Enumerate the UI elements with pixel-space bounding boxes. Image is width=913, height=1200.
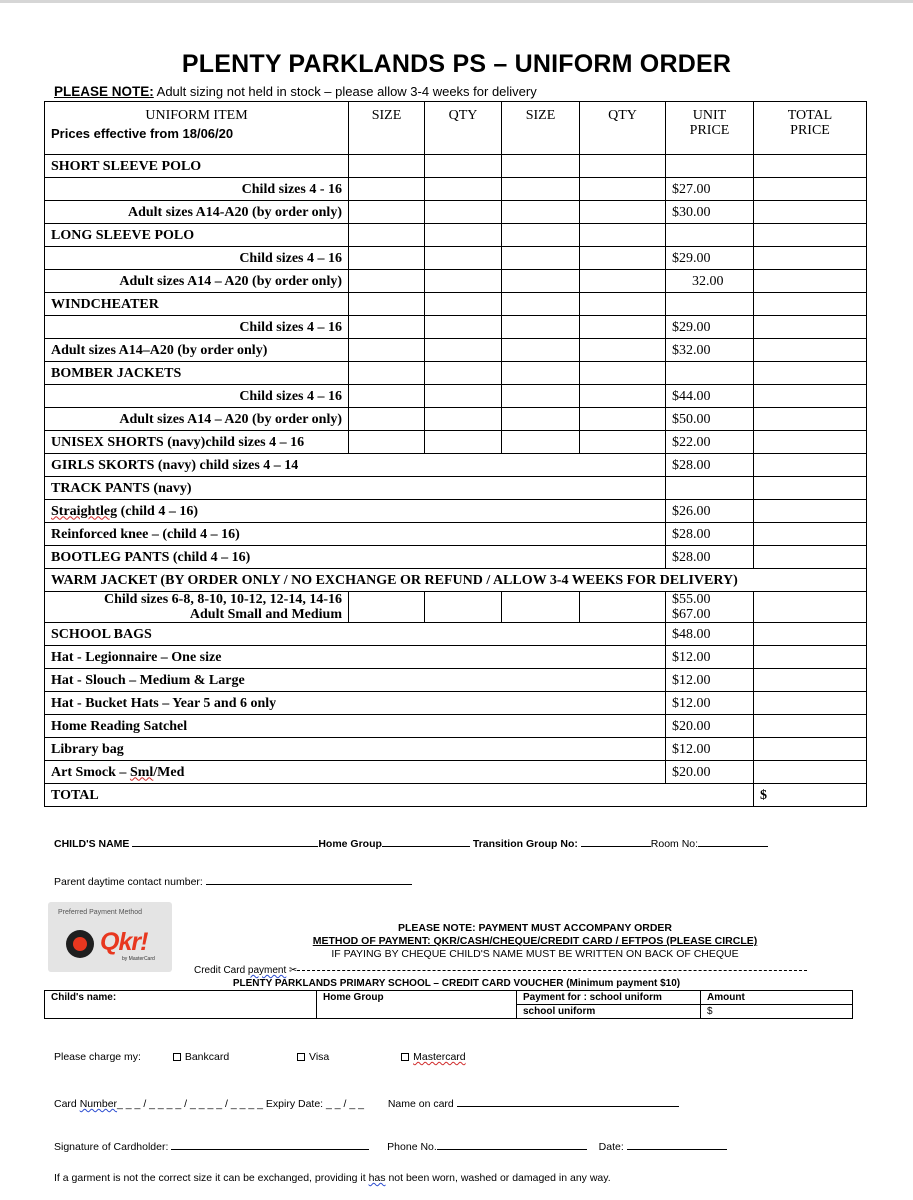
size-cell[interactable] — [349, 385, 425, 408]
size-cell[interactable] — [502, 178, 580, 201]
table-row — [45, 761, 867, 784]
unit-price: $12.00 — [666, 738, 754, 761]
qkr-logo: Qkr! — [100, 928, 148, 956]
table-row — [45, 500, 867, 523]
qty-cell[interactable] — [425, 178, 502, 201]
total-price-cell[interactable] — [754, 247, 867, 270]
total-price-cell[interactable] — [754, 715, 867, 738]
total-price-cell[interactable] — [754, 224, 867, 247]
row-label: SHORT SLEEVE POLO — [45, 155, 349, 178]
total-price-cell[interactable] — [754, 646, 867, 669]
header-size-1: SIZE — [349, 102, 425, 155]
total-amount-cell[interactable]: $ — [754, 784, 867, 807]
room-no-field[interactable] — [698, 837, 768, 847]
row-label: GIRLS SKORTS (navy) child sizes 4 – 14 — [45, 454, 666, 477]
row-label: Library bag — [45, 738, 666, 761]
qty-cell[interactable] — [580, 592, 666, 623]
unit-price: $29.00 — [666, 316, 754, 339]
date-field[interactable] — [627, 1140, 727, 1150]
row-label: BOOTLEG PANTS (child 4 – 16) — [45, 546, 666, 569]
row-label: Reinforced knee – (child 4 – 16) — [45, 523, 666, 546]
row-label: Child sizes 4 - 16 — [45, 178, 349, 201]
row-label: Adult sizes A14 – A20 (by order only) — [45, 270, 349, 293]
table-row — [45, 569, 867, 592]
row-label: Adult sizes A14-A20 (by order only) — [45, 201, 349, 224]
exchange-policy: If a garment is not the correct size it can be exchanged, providing it has not been worn, washed or damaged in any way. — [54, 1172, 611, 1184]
room-no-label: Room No: — [650, 838, 699, 850]
header-uniform-item: UNIFORM ITEM Prices effective from 18/06/20 — [45, 102, 349, 155]
total-price-cell[interactable] — [754, 500, 867, 523]
qkr-payment-badge — [48, 902, 172, 972]
header-total-price: TOTAL PRICE — [754, 102, 867, 155]
total-price-cell[interactable] — [754, 362, 867, 385]
home-group-field[interactable] — [382, 837, 470, 847]
unit-price: $55.00 $67.00 — [666, 592, 754, 623]
credit-card-voucher-table — [44, 990, 853, 1019]
signature-label: Signature of Cardholder: — [54, 1141, 169, 1153]
size-cell[interactable] — [349, 362, 425, 385]
qty-cell[interactable] — [580, 431, 666, 454]
size-cell[interactable] — [349, 316, 425, 339]
unit-price: $32.00 — [666, 339, 754, 362]
unit-price: $27.00 — [666, 178, 754, 201]
total-price-cell[interactable] — [754, 316, 867, 339]
mastercard-label: Mastercard — [413, 1051, 466, 1063]
qty-cell[interactable] — [580, 224, 666, 247]
mastercard-checkbox[interactable] — [401, 1053, 409, 1061]
table-row — [45, 523, 867, 546]
charge-label: Please charge my: — [54, 1051, 141, 1063]
parent-contact-line — [54, 875, 412, 888]
size-cell[interactable] — [349, 592, 425, 623]
total-row — [45, 784, 867, 807]
row-label: Child sizes 4 – 16 — [45, 247, 349, 270]
table-row — [45, 224, 867, 247]
row-label-part: Straightleg — [51, 503, 118, 519]
unit-price: $12.00 — [666, 669, 754, 692]
cheque-note: IF PAYING BY CHEQUE CHILD'S NAME MUST BE WRITTEN ON BACK OF CHEQUE — [331, 948, 739, 960]
total-price-cell[interactable] — [754, 339, 867, 362]
size-cell[interactable] — [502, 385, 580, 408]
total-price-cell[interactable] — [754, 408, 867, 431]
voucher-row — [45, 991, 853, 1005]
home-group-label: Home Group — [318, 838, 382, 850]
bankcard-checkbox[interactable] — [173, 1053, 181, 1061]
qty-cell[interactable] — [425, 431, 502, 454]
unit-price: $30.00 — [666, 201, 754, 224]
row-label: WINDCHEATER — [45, 293, 349, 316]
total-price-cell[interactable] — [754, 155, 867, 178]
table-row — [45, 178, 867, 201]
child-name-field[interactable] — [132, 837, 318, 847]
preferred-payment-caption: Preferred Payment Method — [58, 909, 143, 916]
charge-options-line — [54, 1051, 466, 1063]
total-price-cell[interactable] — [754, 431, 867, 454]
table-row — [45, 316, 867, 339]
size-cell[interactable] — [349, 201, 425, 224]
total-price-cell[interactable] — [754, 293, 867, 316]
payment-note: PLEASE NOTE: PAYMENT MUST ACCOMPANY ORDER — [398, 922, 672, 934]
row-label: Adult sizes A14 – A20 (by order only) — [45, 408, 349, 431]
unit-price: $28.00 — [666, 546, 754, 569]
child-details-line — [54, 837, 768, 850]
unit-price: $12.00 — [666, 692, 754, 715]
row-label: Hat - Slouch – Medium & Large — [45, 669, 666, 692]
size-cell[interactable] — [502, 201, 580, 224]
size-cell[interactable] — [349, 224, 425, 247]
expiry-date-field[interactable]: Expiry Date: _ _ / _ _ — [265, 1098, 364, 1110]
size-cell[interactable] — [502, 339, 580, 362]
window-top-border — [0, 0, 913, 3]
table-row — [45, 431, 867, 454]
qty-cell[interactable] — [580, 385, 666, 408]
qty-cell[interactable] — [425, 339, 502, 362]
header-qty-2: QTY — [580, 102, 666, 155]
table-row — [45, 738, 867, 761]
qty-cell[interactable] — [580, 201, 666, 224]
qkr-cart-icon — [66, 930, 94, 958]
total-price-cell[interactable] — [754, 385, 867, 408]
table-header-row — [45, 102, 867, 155]
table-row — [45, 477, 867, 500]
header-qty-1: QTY — [425, 102, 502, 155]
total-price-cell[interactable] — [754, 592, 867, 623]
qty-cell[interactable] — [580, 155, 666, 178]
size-cell[interactable] — [349, 270, 425, 293]
table-row — [45, 201, 867, 224]
qty-cell[interactable] — [580, 247, 666, 270]
unit-price: $20.00 — [666, 715, 754, 738]
total-price-cell[interactable] — [754, 270, 867, 293]
table-row — [45, 293, 867, 316]
row-label: Home Reading Satchel — [45, 715, 666, 738]
unit-price: $22.00 — [666, 431, 754, 454]
signature-line — [54, 1140, 727, 1153]
phone-field[interactable] — [437, 1140, 587, 1150]
qty-cell[interactable] — [425, 155, 502, 178]
row-label-part: (child 4 – 16) — [117, 503, 198, 519]
warm-jacket-heading: WARM JACKET (BY ORDER ONLY / NO EXCHANGE OR REFUND / ALLOW 3-4 WEEKS FOR DELIVERY) — [45, 569, 867, 592]
table-row — [45, 385, 867, 408]
qty-cell[interactable] — [425, 293, 502, 316]
size-cell[interactable] — [502, 155, 580, 178]
qty-cell[interactable] — [425, 247, 502, 270]
unit-price: 32.00 — [666, 270, 754, 293]
row-label: Child sizes 4 – 16 — [45, 385, 349, 408]
size-cell[interactable] — [349, 178, 425, 201]
row-label: UNISEX SHORTS (navy)child sizes 4 – 16 — [45, 431, 349, 454]
qty-cell[interactable] — [425, 592, 502, 623]
total-label: TOTAL — [45, 784, 754, 807]
size-cell[interactable] — [349, 155, 425, 178]
table-row — [45, 362, 867, 385]
qty-cell[interactable] — [580, 362, 666, 385]
card-number-field[interactable]: _ _ _ / _ _ _ _ / _ _ _ _ / _ _ _ _ — [117, 1098, 266, 1110]
voucher-amount-label: Amount — [701, 991, 853, 1005]
size-cell[interactable] — [502, 316, 580, 339]
delivery-note — [54, 84, 537, 99]
qty-cell[interactable] — [425, 201, 502, 224]
table-row — [45, 247, 867, 270]
total-price-cell[interactable] — [754, 669, 867, 692]
unit-price: $29.00 — [666, 247, 754, 270]
date-label: Date: — [598, 1141, 624, 1153]
note-text: Adult sizing not held in stock – please allow 3-4 weeks for delivery — [153, 84, 537, 99]
row-label: Hat - Legionnaire – One size — [45, 646, 666, 669]
total-price-cell[interactable] — [754, 477, 867, 500]
voucher-child-name[interactable]: Child's name: — [45, 991, 317, 1019]
qty-cell[interactable] — [580, 178, 666, 201]
unit-price: $20.00 — [666, 761, 754, 784]
unit-price — [666, 224, 754, 247]
voucher-amount-field[interactable]: $ — [701, 1005, 853, 1019]
table-row — [45, 339, 867, 362]
row-label: Adult sizes A14–A20 (by order only) — [45, 339, 349, 362]
unit-price: $26.00 — [666, 500, 754, 523]
total-price-cell[interactable] — [754, 201, 867, 224]
size-cell[interactable] — [502, 247, 580, 270]
size-cell[interactable] — [349, 431, 425, 454]
total-price-cell[interactable] — [754, 623, 867, 646]
size-cell[interactable] — [349, 247, 425, 270]
phone-label: Phone No. — [387, 1141, 437, 1153]
size-cell[interactable] — [502, 224, 580, 247]
row-label: TRACK PANTS (navy) — [45, 477, 666, 500]
unit-price — [666, 477, 754, 500]
unit-price: $28.00 — [666, 454, 754, 477]
row-label: Child sizes 4 – 16 — [45, 316, 349, 339]
unit-price: $12.00 — [666, 646, 754, 669]
unit-price — [666, 155, 754, 178]
voucher-title: PLENTY PARKLANDS PRIMARY SCHOOL – CREDIT CARD VOUCHER (Minimum payment $10) — [232, 978, 681, 989]
uniform-order-table — [44, 101, 867, 807]
qty-cell[interactable] — [425, 224, 502, 247]
size-cell[interactable] — [349, 408, 425, 431]
mastercard-tagline: by MasterCard — [122, 956, 155, 962]
header-unit-price: UNIT PRICE — [666, 102, 754, 155]
card-details-line: Card Number_ _ _ / _ _ _ _ / _ _ _ _ / _ _ _ _ Expiry Date: _ _ / _ _ Name on card — [54, 1097, 679, 1110]
unit-price — [666, 362, 754, 385]
unit-price: $50.00 — [666, 408, 754, 431]
name-on-card-label: Name on card — [387, 1098, 454, 1110]
header-size-2: SIZE — [502, 102, 580, 155]
card-number-label: Number — [79, 1098, 118, 1110]
total-price-cell[interactable] — [754, 692, 867, 715]
scissors-icon: ✂ — [286, 965, 298, 976]
table-row — [45, 270, 867, 293]
size-cell[interactable] — [502, 408, 580, 431]
table-row — [45, 669, 867, 692]
size-cell[interactable] — [349, 339, 425, 362]
total-price-cell[interactable] — [754, 738, 867, 761]
parent-contact-label: Parent daytime contact number: — [54, 876, 203, 888]
size-cell[interactable] — [502, 592, 580, 623]
table-row — [45, 623, 867, 646]
prices-effective-date: Prices effective from 18/06/20 — [51, 126, 234, 141]
qty-cell[interactable] — [425, 362, 502, 385]
size-cell[interactable] — [502, 431, 580, 454]
qty-cell[interactable] — [580, 339, 666, 362]
unit-price: $28.00 — [666, 523, 754, 546]
row-label: SCHOOL BAGS — [45, 623, 666, 646]
cut-dashed-line — [297, 970, 807, 971]
page-title: PLENTY PARKLANDS PS – UNIFORM ORDER — [181, 50, 732, 78]
unit-price: $44.00 — [666, 385, 754, 408]
qty-cell[interactable] — [425, 316, 502, 339]
total-price-cell[interactable] — [754, 523, 867, 546]
bankcard-label: Bankcard — [184, 1051, 230, 1063]
total-price-cell[interactable] — [754, 761, 867, 784]
total-price-cell[interactable] — [754, 454, 867, 477]
row-label: Hat - Bucket Hats – Year 5 and 6 only — [45, 692, 666, 715]
signature-field[interactable] — [171, 1140, 369, 1150]
child-name-label: CHILD'S NAME — [54, 838, 130, 850]
qty-cell[interactable] — [580, 316, 666, 339]
size-cell[interactable] — [502, 362, 580, 385]
size-cell[interactable] — [502, 270, 580, 293]
qty-cell[interactable] — [580, 293, 666, 316]
total-price-cell[interactable] — [754, 178, 867, 201]
size-cell[interactable] — [349, 293, 425, 316]
qty-cell[interactable] — [580, 270, 666, 293]
transition-group-label: Transition Group No: — [472, 838, 578, 850]
name-on-card-field[interactable] — [457, 1097, 679, 1107]
table-row — [45, 592, 867, 623]
visa-checkbox[interactable] — [297, 1053, 305, 1061]
row-label: Child sizes 6-8, 8-10, 10-12, 12-14, 14-16 Adult Small and Medium — [45, 592, 349, 623]
table-row — [45, 408, 867, 431]
table-row — [45, 155, 867, 178]
payment-methods: METHOD OF PAYMENT: QKR/CASH/CHEQUE/CREDIT CARD / EFTPOS (PLEASE CIRCLE) — [312, 935, 758, 947]
voucher-school-uniform: school uniform — [517, 1005, 701, 1019]
qty-cell[interactable] — [425, 408, 502, 431]
voucher-payment-for: Payment for : school uniform — [517, 991, 701, 1005]
qty-cell[interactable] — [425, 385, 502, 408]
table-row — [45, 715, 867, 738]
qty-cell[interactable] — [425, 270, 502, 293]
parent-contact-field[interactable] — [206, 875, 412, 885]
row-label: Art Smock – Sml/Med — [45, 761, 666, 784]
table-row — [45, 692, 867, 715]
note-label: PLEASE NOTE: — [54, 84, 154, 99]
table-row — [45, 546, 867, 569]
payment-instructions — [180, 922, 890, 961]
qty-cell[interactable] — [580, 408, 666, 431]
transition-group-field[interactable] — [581, 837, 651, 847]
total-price-cell[interactable] — [754, 546, 867, 569]
voucher-home-group[interactable]: Home Group — [317, 991, 517, 1019]
unit-price — [666, 293, 754, 316]
table-row — [45, 454, 867, 477]
visa-label: Visa — [309, 1051, 330, 1063]
row-label: BOMBER JACKETS — [45, 362, 349, 385]
size-cell[interactable] — [502, 293, 580, 316]
credit-card-cut-line: Credit Card payment ✂ — [194, 965, 807, 976]
row-label: LONG SLEEVE POLO — [45, 224, 349, 247]
row-label — [45, 500, 666, 523]
table-row — [45, 646, 867, 669]
unit-price: $48.00 — [666, 623, 754, 646]
